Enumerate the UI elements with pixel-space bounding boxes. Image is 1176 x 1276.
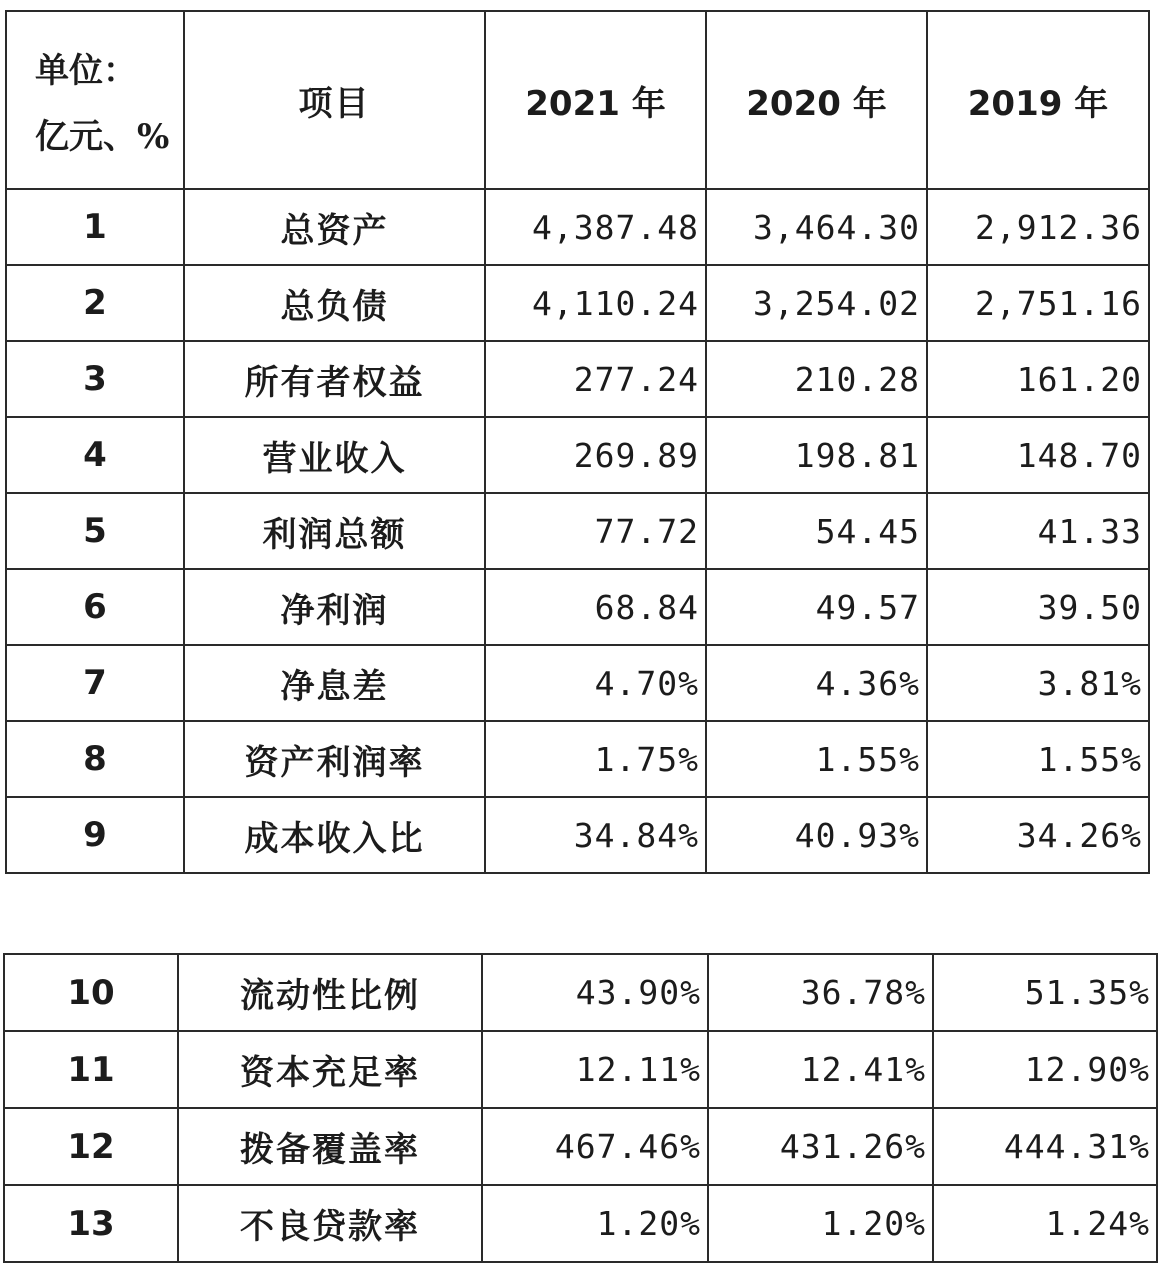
row-number: 10	[4, 954, 178, 1031]
row-item: 不良贷款率	[178, 1185, 482, 1262]
value-2020: 1.55%	[706, 721, 927, 797]
value-2021: 269.89	[485, 417, 706, 493]
value-2019: 2,751.16	[927, 265, 1149, 341]
financial-table-ratios	[3, 953, 1158, 1263]
table-row	[6, 493, 1149, 569]
value-2020: 431.26%	[708, 1108, 933, 1185]
value-2019: 1.55%	[927, 721, 1149, 797]
value-2021: 34.84%	[485, 797, 706, 873]
value-2019: 444.31%	[933, 1108, 1157, 1185]
row-item: 总负债	[184, 265, 485, 341]
value-2020: 36.78%	[708, 954, 933, 1031]
value-2020: 4.36%	[706, 645, 927, 721]
value-2020: 40.93%	[706, 797, 927, 873]
value-2020: 49.57	[706, 569, 927, 645]
value-2019: 34.26%	[927, 797, 1149, 873]
table-row	[4, 1185, 1157, 1262]
value-2021: 1.75%	[485, 721, 706, 797]
value-2021: 4.70%	[485, 645, 706, 721]
table-header-row	[6, 11, 1149, 189]
value-2020: 3,464.30	[706, 189, 927, 265]
unit-header-cell	[6, 11, 184, 189]
table-row	[4, 1031, 1157, 1108]
value-2019: 148.70	[927, 417, 1149, 493]
table-row	[6, 721, 1149, 797]
value-2020: 210.28	[706, 341, 927, 417]
row-item: 净利润	[184, 569, 485, 645]
value-2020: 1.20%	[708, 1185, 933, 1262]
table-row	[6, 569, 1149, 645]
value-2021: 43.90%	[482, 954, 708, 1031]
value-2021: 77.72	[485, 493, 706, 569]
value-2021: 4,110.24	[485, 265, 706, 341]
row-number: 3	[6, 341, 184, 417]
financial-table-main	[5, 10, 1150, 874]
row-number: 2	[6, 265, 184, 341]
row-item: 总资产	[184, 189, 485, 265]
year-header-2019: 2019 年	[927, 11, 1149, 189]
value-2020: 198.81	[706, 417, 927, 493]
row-item: 资本充足率	[178, 1031, 482, 1108]
row-number: 9	[6, 797, 184, 873]
unit-label: 单位：	[35, 51, 137, 91]
row-item: 成本收入比	[184, 797, 485, 873]
value-2019: 12.90%	[933, 1031, 1157, 1108]
row-number: 13	[4, 1185, 178, 1262]
table-row	[6, 797, 1149, 873]
value-2021: 68.84	[485, 569, 706, 645]
table-row	[6, 417, 1149, 493]
row-item: 净息差	[184, 645, 485, 721]
table-row	[6, 189, 1149, 265]
value-2019: 39.50	[927, 569, 1149, 645]
year-header-2020: 2020 年	[706, 11, 927, 189]
row-item: 营业收入	[184, 417, 485, 493]
row-number: 6	[6, 569, 184, 645]
unit-value: 亿元、%	[35, 117, 170, 157]
year-header-2021: 2021 年	[485, 11, 706, 189]
value-2019: 1.24%	[933, 1185, 1157, 1262]
row-number: 1	[6, 189, 184, 265]
value-2019: 41.33	[927, 493, 1149, 569]
value-2020: 3,254.02	[706, 265, 927, 341]
table-row	[4, 954, 1157, 1031]
value-2020: 54.45	[706, 493, 927, 569]
value-2019: 2,912.36	[927, 189, 1149, 265]
row-item: 流动性比例	[178, 954, 482, 1031]
row-item: 资产利润率	[184, 721, 485, 797]
value-2019: 3.81%	[927, 645, 1149, 721]
row-number: 11	[4, 1031, 178, 1108]
value-2021: 1.20%	[482, 1185, 708, 1262]
value-2021: 4,387.48	[485, 189, 706, 265]
table-row	[6, 265, 1149, 341]
row-item: 所有者权益	[184, 341, 485, 417]
row-number: 5	[6, 493, 184, 569]
value-2019: 51.35%	[933, 954, 1157, 1031]
table-row	[6, 645, 1149, 721]
table-row	[6, 341, 1149, 417]
value-2020: 12.41%	[708, 1031, 933, 1108]
row-number: 12	[4, 1108, 178, 1185]
value-2021: 467.46%	[482, 1108, 708, 1185]
row-number: 8	[6, 721, 184, 797]
item-header: 项目	[184, 11, 485, 189]
row-number: 4	[6, 417, 184, 493]
table-row	[4, 1108, 1157, 1185]
row-item: 拨备覆盖率	[178, 1108, 482, 1185]
row-item: 利润总额	[184, 493, 485, 569]
value-2021: 277.24	[485, 341, 706, 417]
value-2019: 161.20	[927, 341, 1149, 417]
value-2021: 12.11%	[482, 1031, 708, 1108]
row-number: 7	[6, 645, 184, 721]
